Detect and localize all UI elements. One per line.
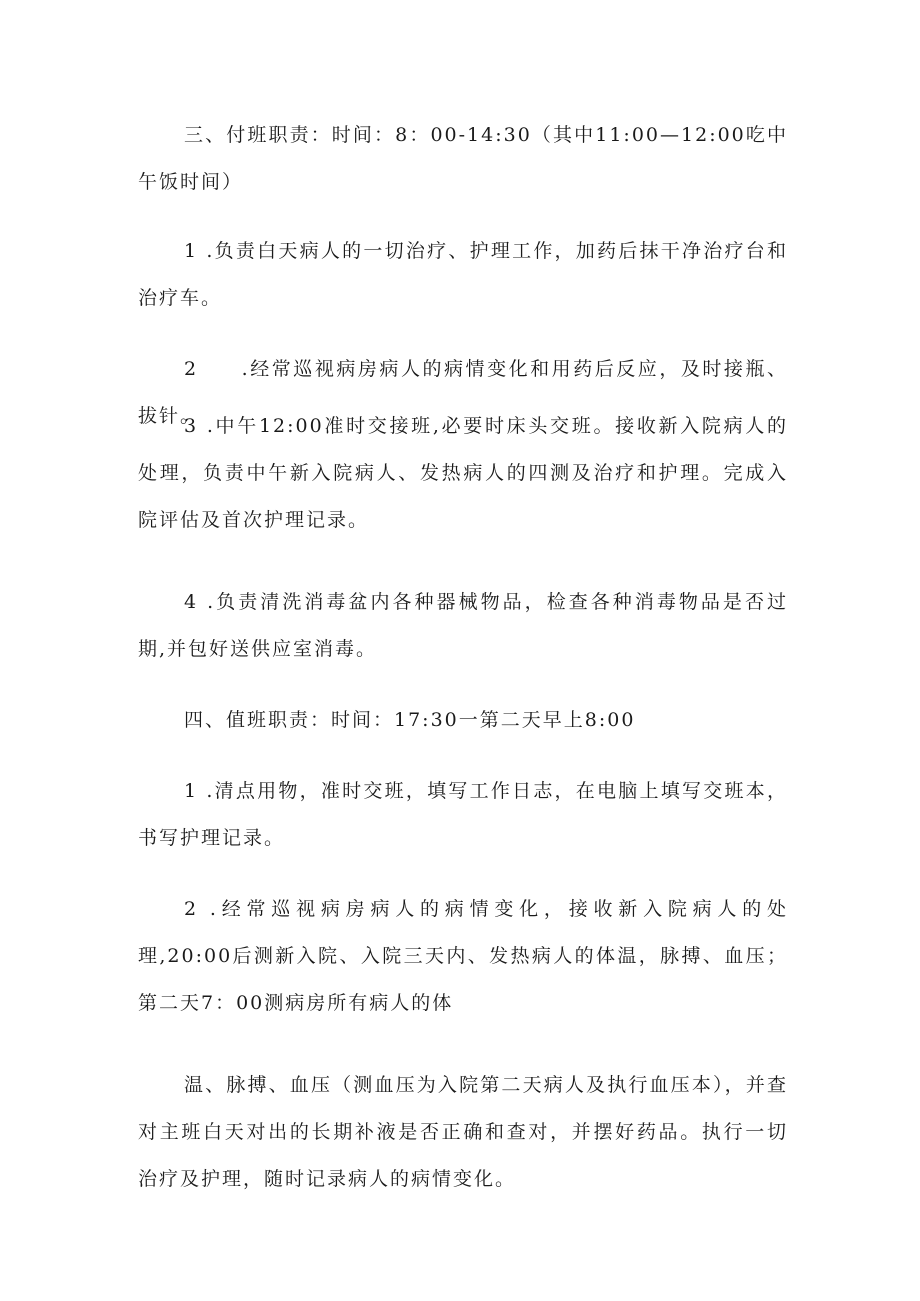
paragraph-item-3: 3 .中午12:00准时交接班,必要时床头交班。接收新入院病人的处理，负责中午新入院病人、发热病人的四测及治疗和护理。完成入院评估及首次护理记录。	[138, 415, 788, 531]
paragraph-item-4: 4 .负责清洗消毒盆内各种器械物品，检查各种消毒物品是否过期,并包好送供应室消毒。	[138, 591, 788, 660]
paragraph-item-1: 1 .负责白天病人的一切治疗、护理工作，加药后抹干净治疗台和治疗车。	[138, 240, 788, 309]
paragraph-night-item-1: 1 .清点用物，准时交班，填写工作日志，在电脑上填写交班本，书写护理记录。	[138, 780, 788, 849]
paragraph-night-item-2-continued: 温、脉搏、血压（测血压为入院第二天病人及执行血压本），并查对主班白天对出的长期补液是否正确和查对，并摆好药品。执行一切治疗及护理，随时记录病人的病情变化。	[138, 1074, 788, 1190]
paragraph-night-item-2: 2 .经常巡视病房病人的病情变化，接收新入院病人的处理,20:00后测新入院、入院三天内、发热病人的体温，脉搏、血压；第二天7：00测病房所有病人的体	[138, 898, 788, 1014]
section-heading-night-shift: 四、值班职责：时间：17:30一第二天早上8:00	[184, 709, 636, 731]
section-heading-assistant-shift: 三、付班职责：时间：8：00-14:30（其中11:00—12:00吃中午饭时间）	[138, 124, 788, 193]
paragraph-item-2: 2 .经常巡视病房病人的病情变化和用药后反应，及时接瓶、拔针。	[138, 358, 788, 427]
